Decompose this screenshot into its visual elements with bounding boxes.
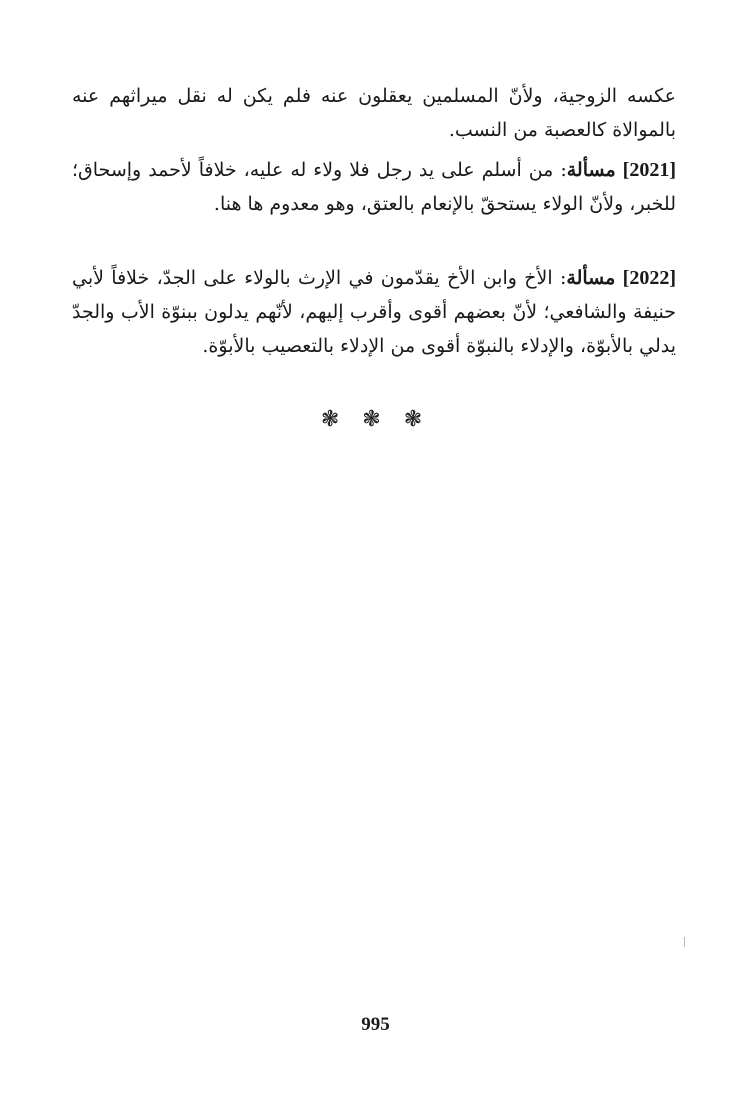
issue-2021 <box>72 153 676 221</box>
issue-2022 <box>72 261 676 363</box>
issue-label: مسألة <box>566 267 616 289</box>
continuation-paragraph <box>72 79 676 147</box>
issue-text: الأخ وابن الأخ يقدّمون في الإرث بالولاء على الجدّ، خلافاً لأبي حنيفة والشافعي؛ لأنّ بعضهم أقوى وأقرب إليهم، لأنّهم يدلون ببنوّة الأب والجدّ يدلي بالأبوّة، والإدلاء بالنبوّة أقوى من الإدلاء بالتعصيب بالأبوّة. <box>72 267 676 357</box>
page-number: 995 <box>361 1014 390 1035</box>
issue-paragraph <box>72 261 676 363</box>
issue-label: مسألة <box>566 159 616 181</box>
scan-mark <box>684 937 685 947</box>
issue-separator: : <box>552 267 567 289</box>
issue-number: [2022] <box>622 267 676 289</box>
continuation-text: عكسه الزوجية، ولأنّ المسلمين يعقلون عنه فلم يكن له نقل ميراثهم عنه بالموالاة كالعصبة من النسب. <box>72 85 676 141</box>
issue-number: [2021] <box>622 159 676 181</box>
issue-text: من أسلم على يد رجل فلا ولاء له عليه، خلافاً لأحمد وإسحاق؛ للخبر، ولأنّ الولاء يستحقّ بالإنعام بالعتق، وهو معدوم ها هنا. <box>72 159 676 215</box>
section-divider-ornament: ❃ ❃ ❃ <box>320 407 431 432</box>
issue-separator: : <box>553 159 567 181</box>
issue-paragraph <box>72 153 676 221</box>
